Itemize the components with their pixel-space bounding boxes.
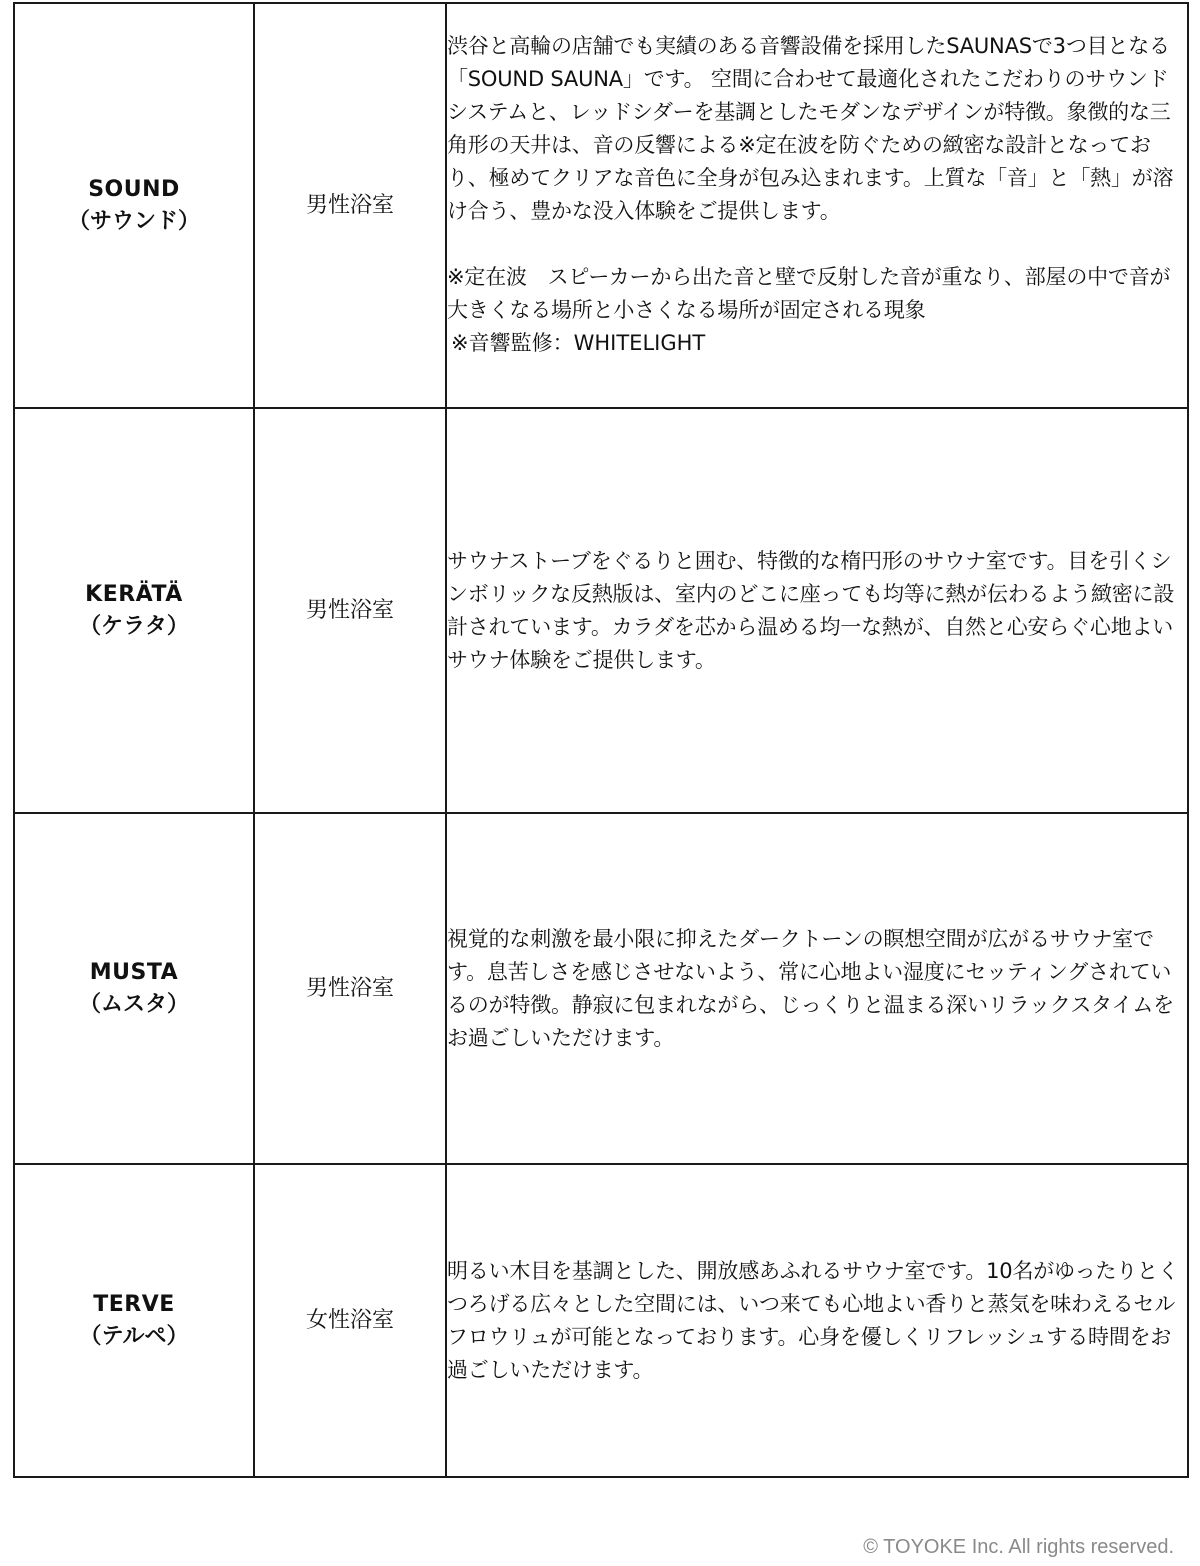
sauna-description: 明るい木目を基調とした、開放感あふれるサウナ室です。10名がゆったりとくつろげる広々とした空間には、いつ来ても心地よい香りと蒸気を味わえるセルフロウリュが可能となっております。心身を優しくリフレッシュする時間をお過ごしいただけます。 xyxy=(447,1258,1179,1382)
description-cell xyxy=(446,3,1188,408)
copyright-notice: © TOYOKE Inc. All rights reserved. xyxy=(863,1536,1174,1558)
standing-wave-note: ※定在波 スピーカーから出た音と壁で反射した音が重なり、部屋の中で音が大きくなる場所と小さくなる場所が固定される現象 xyxy=(447,265,1171,322)
sauna-name-cell xyxy=(14,1164,254,1477)
table-row xyxy=(14,408,1188,813)
sauna-description: 渋谷と高輪の店舗でも実績のある音響設備を採用したSAUNASで3つ目となる「SOUND SAUNA」です。 空間に合わせて最適化されたこだわりのサウンドシステムと、レッドシダーを基調としたモダンなデザインが特徴。象徴的な三角形の天井は、音の反響による※定在波を防ぐための緻密な設計となっており、極めてクリアな音色に全身が包み込まれます。上質な「音」と「熱」が溶け合う、豊かな没入体験をご提供します。 xyxy=(447,34,1174,223)
bath-type-cell: 男性浴室 xyxy=(254,408,446,813)
description-cell xyxy=(446,408,1188,813)
sauna-description: 視覚的な刺激を最小限に抑えたダークトーンの瞑想空間が広がるサウナ室です。息苦しさを感じさせないよう、常に心地よい湿度にセッティングされているのが特徴。静寂に包まれながら、じっくりと温まる深いリラックスタイムをお過ごしいただけます。 xyxy=(447,926,1174,1050)
sauna-name-jp: （テルペ） xyxy=(79,1323,189,1349)
description-cell xyxy=(446,813,1188,1164)
sauna-room-table xyxy=(13,2,1189,1478)
table-row xyxy=(14,3,1188,408)
sauna-name-cell xyxy=(14,408,254,813)
sauna-name-jp: （ムスタ） xyxy=(78,991,189,1017)
bath-type-cell: 男性浴室 xyxy=(254,813,446,1164)
sauna-name-en: KERÄTÄ xyxy=(85,581,183,607)
sauna-name-jp: （ケラタ） xyxy=(79,613,189,639)
sauna-name-cell xyxy=(14,813,254,1164)
sauna-description: サウナストーブをぐるりと囲む、特徴的な楕円形のサウナ室です。目を引くシンボリックな反熱版は、室内のどこに座っても均等に熱が伝わるよう緻密に設計されています。カラダを芯から温める均一な熱が、自然と心安らぐ心地よいサウナ体験をご提供します。 xyxy=(447,548,1175,672)
sauna-name-en: SOUND xyxy=(88,176,180,202)
sauna-name-cell xyxy=(14,3,254,408)
sauna-name-en: TERVE xyxy=(93,1291,175,1317)
sauna-name-jp: （サウンド） xyxy=(67,208,200,234)
acoustic-credit: ※音響監修：WHITELIGHT xyxy=(451,331,706,355)
description-cell xyxy=(446,1164,1188,1477)
table-row xyxy=(14,1164,1188,1477)
table-row xyxy=(14,813,1188,1164)
bath-type-cell: 女性浴室 xyxy=(254,1164,446,1477)
sauna-name-en: MUSTA xyxy=(89,959,179,985)
bath-type-cell: 男性浴室 xyxy=(254,3,446,408)
